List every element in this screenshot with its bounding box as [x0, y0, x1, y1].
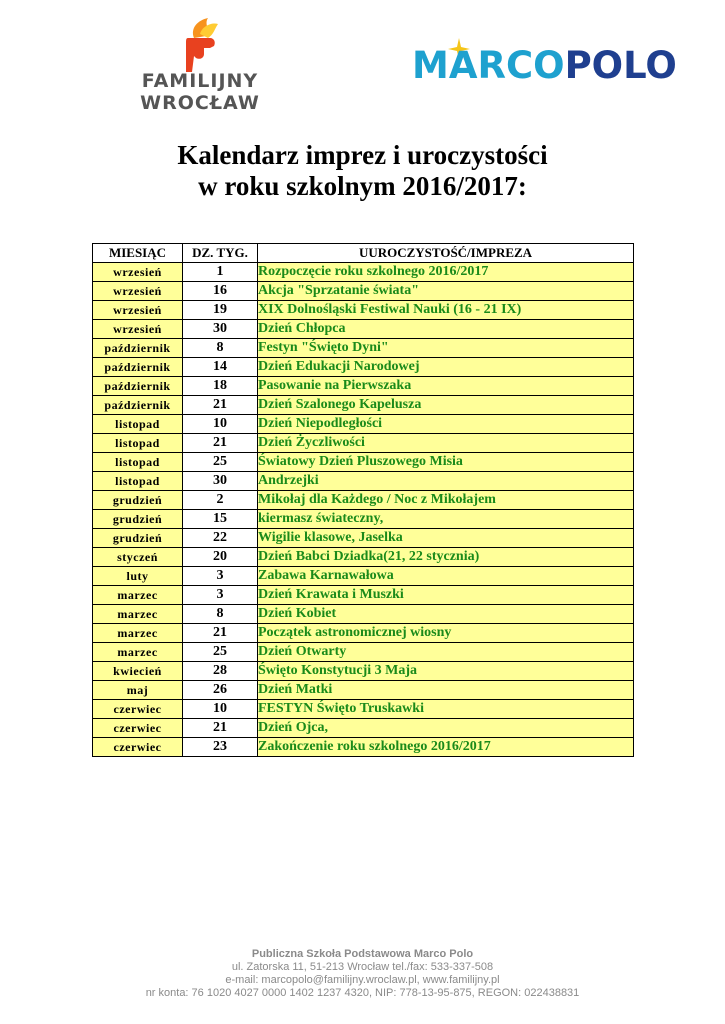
cell-event: FESTYN Święto Truskawki — [258, 700, 634, 719]
table-row — [93, 320, 634, 339]
marco-polo-logo-part1: MARCO — [412, 44, 565, 87]
marco-polo-logo-part2: POLO — [564, 44, 677, 87]
table-row — [93, 529, 634, 548]
table-row — [93, 263, 634, 282]
cell-day: 3 — [183, 586, 258, 605]
footer-contact: e-mail: marcopolo@familijny.wroclaw.pl, www.familijny.pl — [225, 974, 500, 986]
table-row — [93, 358, 634, 377]
cell-day: 30 — [183, 320, 258, 339]
cell-event: Mikołaj dla Każdego / Noc z Mikołajem — [258, 491, 634, 510]
table-row — [93, 605, 634, 624]
cell-event: Dzień Krawata i Muszki — [258, 586, 634, 605]
table-row — [93, 434, 634, 453]
cell-month: luty — [93, 567, 183, 586]
cell-month: grudzień — [93, 491, 183, 510]
table-row — [93, 586, 634, 605]
cell-month: listopad — [93, 434, 183, 453]
cell-event: Dzień Ojca, — [258, 719, 634, 738]
table-row — [93, 700, 634, 719]
cell-day: 21 — [183, 396, 258, 415]
cell-event: Dzień Kobiet — [258, 605, 634, 624]
cell-event: Dzień Niepodległości — [258, 415, 634, 434]
cell-day: 1 — [183, 263, 258, 282]
cell-month: listopad — [93, 472, 183, 491]
cell-event: Zakończenie roku szkolnego 2016/2017 — [258, 738, 634, 757]
header-month: MIESIĄC — [93, 244, 183, 263]
cell-event: Dzień Matki — [258, 681, 634, 700]
footer-school-name: Publiczna Szkoła Podstawowa Marco Polo — [251, 948, 474, 960]
cell-event: Początek astronomicznej wiosny — [258, 624, 634, 643]
events-table — [92, 243, 634, 757]
cell-month: marzec — [93, 643, 183, 662]
cell-month: grudzień — [93, 529, 183, 548]
cell-day: 28 — [183, 662, 258, 681]
page-title — [0, 140, 725, 202]
cell-event: Dzień Babci Dziadka(21, 22 stycznia) — [258, 548, 634, 567]
cell-day: 10 — [183, 415, 258, 434]
cell-event: Akcja "Sprzatanie świata" — [258, 282, 634, 301]
table-row — [93, 738, 634, 757]
marco-polo-logo — [412, 38, 702, 98]
cell-day: 3 — [183, 567, 258, 586]
footer-bank-info: nr konta: 76 1020 4027 0000 1402 1237 4320, NIP: 778-13-95-875, REGON: 022438831 — [145, 987, 580, 999]
familijny-wroclaw-logo-text: FAMILIJNY WROCŁAW — [140, 70, 260, 114]
cell-day: 2 — [183, 491, 258, 510]
cell-month: listopad — [93, 415, 183, 434]
cell-day: 21 — [183, 719, 258, 738]
cell-month: wrzesień — [93, 320, 183, 339]
cell-day: 10 — [183, 700, 258, 719]
cell-event: XIX Dolnośląski Festiwal Nauki (16 - 21 IX) — [258, 301, 634, 320]
cell-day: 23 — [183, 738, 258, 757]
cell-month: czerwiec — [93, 738, 183, 757]
cell-day: 14 — [183, 358, 258, 377]
familijny-flame-icon — [180, 16, 220, 72]
cell-event: Dzień Edukacji Narodowej — [258, 358, 634, 377]
cell-event: Dzień Chłopca — [258, 320, 634, 339]
table-row — [93, 282, 634, 301]
cell-day: 8 — [183, 605, 258, 624]
marco-polo-logo-text — [412, 44, 677, 87]
table-row — [93, 491, 634, 510]
cell-month: wrzesień — [93, 282, 183, 301]
cell-month: październik — [93, 377, 183, 396]
cell-month: październik — [93, 396, 183, 415]
table-row — [93, 681, 634, 700]
cell-month: wrzesień — [93, 301, 183, 320]
table-row — [93, 643, 634, 662]
header-day: DZ. TYG. — [183, 244, 258, 263]
cell-day: 25 — [183, 643, 258, 662]
table-row — [93, 719, 634, 738]
footer — [0, 948, 725, 1000]
table-row — [93, 662, 634, 681]
cell-day: 20 — [183, 548, 258, 567]
cell-event: kiermasz świateczny, — [258, 510, 634, 529]
table-row — [93, 510, 634, 529]
table-row — [93, 301, 634, 320]
table-row — [93, 472, 634, 491]
cell-month: marzec — [93, 605, 183, 624]
cell-day: 25 — [183, 453, 258, 472]
footer-address: ul. Zatorska 11, 51-213 Wrocław tel./fax: 533-337-508 — [231, 961, 494, 973]
title-line-1: Kalendarz imprez i uroczystości — [177, 140, 548, 170]
cell-event: Pasowanie na Pierwszaka — [258, 377, 634, 396]
cell-day: 8 — [183, 339, 258, 358]
cell-event: Światowy Dzień Pluszowego Misia — [258, 453, 634, 472]
table-row — [93, 567, 634, 586]
cell-event: Rozpoczęcie roku szkolnego 2016/2017 — [258, 263, 634, 282]
cell-month: grudzień — [93, 510, 183, 529]
cell-event: Andrzejki — [258, 472, 634, 491]
cell-event: Święto Konstytucji 3 Maja — [258, 662, 634, 681]
cell-event: Dzień Otwarty — [258, 643, 634, 662]
table-row — [93, 377, 634, 396]
cell-event: Dzień Szalonego Kapelusza — [258, 396, 634, 415]
table-row — [93, 396, 634, 415]
table-row — [93, 548, 634, 567]
cell-event: Zabawa Karnawałowa — [258, 567, 634, 586]
table-header-row — [93, 244, 634, 263]
title-line-2: w roku szkolnym 2016/2017: — [198, 171, 527, 201]
cell-month: październik — [93, 358, 183, 377]
cell-month: czerwiec — [93, 719, 183, 738]
cell-day: 19 — [183, 301, 258, 320]
cell-month: kwiecień — [93, 662, 183, 681]
cell-month: marzec — [93, 586, 183, 605]
familijny-wroclaw-logo — [85, 16, 315, 114]
cell-month: marzec — [93, 624, 183, 643]
cell-event: Festyn "Święto Dyni" — [258, 339, 634, 358]
cell-day: 21 — [183, 434, 258, 453]
cell-day: 18 — [183, 377, 258, 396]
cell-month: czerwiec — [93, 700, 183, 719]
cell-day: 26 — [183, 681, 258, 700]
table-row — [93, 453, 634, 472]
cell-month: styczeń — [93, 548, 183, 567]
cell-month: październik — [93, 339, 183, 358]
table-row — [93, 339, 634, 358]
cell-day: 30 — [183, 472, 258, 491]
header-event: UUROCZYSTOŚĆ/IMPREZA — [258, 244, 634, 263]
cell-event: Dzień Życzliwości — [258, 434, 634, 453]
table-row — [93, 624, 634, 643]
cell-month: wrzesień — [93, 263, 183, 282]
cell-day: 16 — [183, 282, 258, 301]
cell-day: 21 — [183, 624, 258, 643]
cell-day: 15 — [183, 510, 258, 529]
cell-day: 22 — [183, 529, 258, 548]
cell-month: maj — [93, 681, 183, 700]
table-row — [93, 415, 634, 434]
cell-month: listopad — [93, 453, 183, 472]
cell-event: Wigilie klasowe, Jaselka — [258, 529, 634, 548]
